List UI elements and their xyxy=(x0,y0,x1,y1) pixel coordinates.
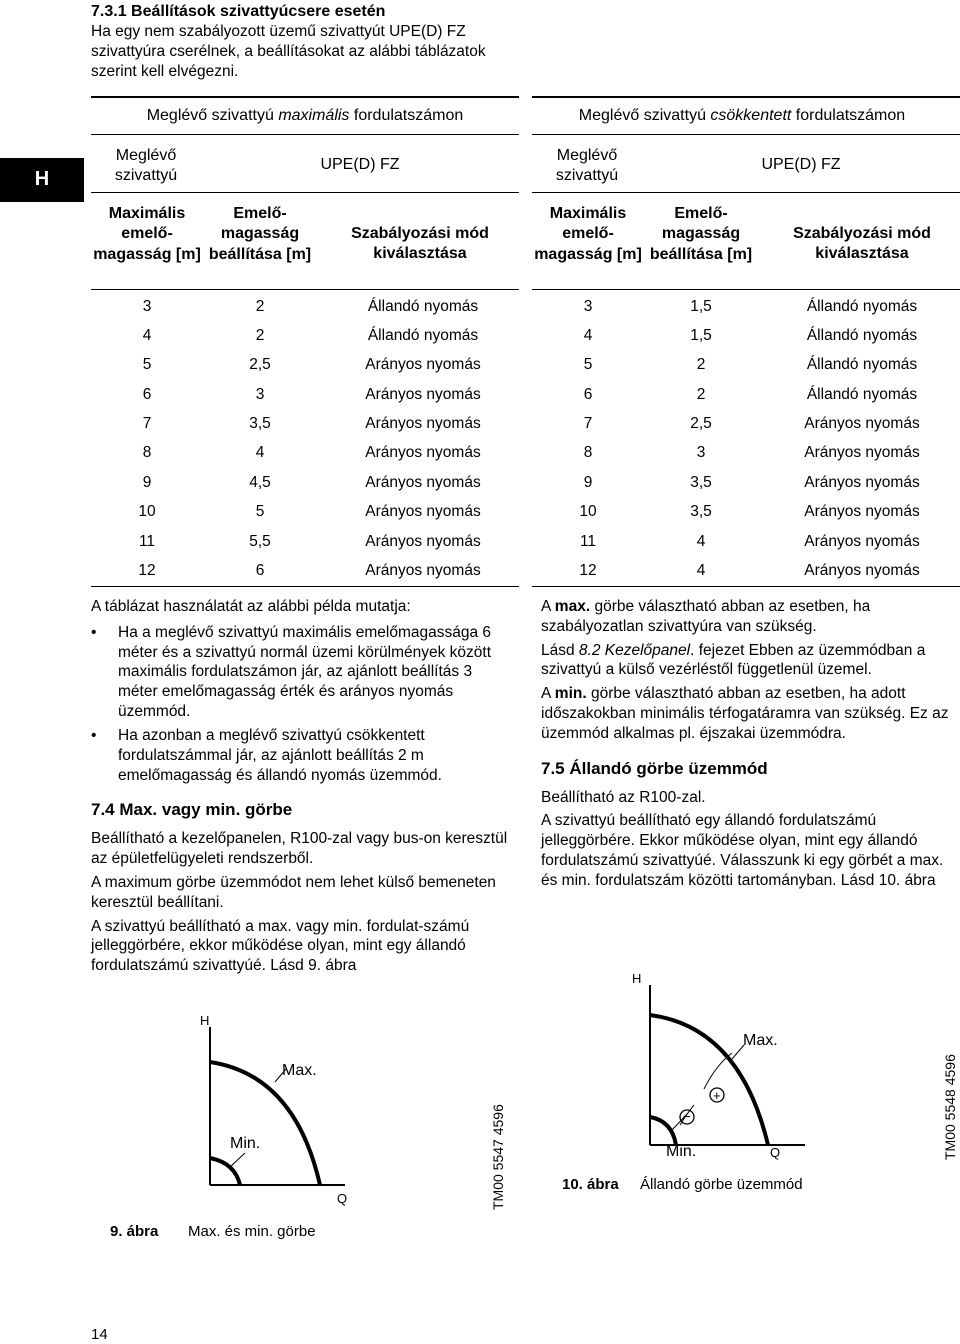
cell: 12 xyxy=(579,561,597,579)
cell: 9 xyxy=(142,473,152,491)
right-table-title: Meglévő szivattyú csökkentett fordulatszámon xyxy=(578,107,906,124)
cell: 6 xyxy=(255,561,265,579)
left-table-bottom-rule xyxy=(91,586,519,587)
max-curve-paragraph: A max. görbe választható abban az esetben, ha szabályozatlan szivattyúra van szükség. xyxy=(541,598,871,635)
min-curve-paragraph: A min. görbe választható abban az esetben, ha adott időszakokban minimális térfogatáramra van szükség. Ez az üzemmód alkalmas pl. éjszakai üzemmódra. xyxy=(541,685,949,742)
table-row xyxy=(532,468,960,497)
fig9-code: TM00 5547 4596 xyxy=(490,1104,506,1210)
cell: 1,5 xyxy=(690,326,712,344)
left-table-rule-3 xyxy=(91,289,519,290)
cell: Arányos nyomás xyxy=(365,561,481,579)
cell: Állandó nyomás xyxy=(806,326,918,344)
cell: Arányos nyomás xyxy=(804,414,920,432)
table-row xyxy=(91,292,519,321)
cell: Arányos nyomás xyxy=(365,473,481,491)
right-table-rule-2 xyxy=(532,192,960,193)
left-group-upe: UPE(D) FZ xyxy=(320,156,400,173)
cell: Állandó nyomás xyxy=(367,297,479,315)
cell: 2 xyxy=(255,297,265,315)
left-text-column xyxy=(91,597,511,980)
cell: 2 xyxy=(255,326,265,344)
cell: Állandó nyomás xyxy=(806,297,918,315)
table-row xyxy=(532,497,960,526)
table-row xyxy=(91,527,519,556)
table-row xyxy=(532,380,960,409)
fig10-minus-glyph: − xyxy=(683,1109,691,1124)
paragraph: A szivattyú beállítható a max. vagy min. fordulat-számú jelleggörbére, ekkor működése olyan, mint egy állandó fordulatszámú szivattyúé. Lásd 9. ábra xyxy=(91,917,470,975)
cell: 12 xyxy=(138,561,156,579)
paragraph: Beállítható az R100-zal. xyxy=(541,788,706,806)
cell: 10 xyxy=(579,502,597,520)
fig10-max-label: Max. xyxy=(743,1032,778,1049)
cell: Arányos nyomás xyxy=(365,355,481,373)
cell: Állandó nyomás xyxy=(806,385,918,403)
left-col-set-head: Emelő- magasság beállítása [m] xyxy=(208,205,312,263)
cell: 4 xyxy=(255,443,265,461)
cell: 4 xyxy=(696,561,706,579)
right-group-upe: UPE(D) FZ xyxy=(761,156,841,173)
cell: 3 xyxy=(583,297,593,315)
right-table-rule xyxy=(532,134,960,135)
fig10-code: TM00 5548 4596 xyxy=(942,1054,958,1160)
right-group-existing: Meglévő szivattyú xyxy=(555,147,619,185)
table-row xyxy=(532,292,960,321)
cell: 7 xyxy=(583,414,593,432)
cell: Arányos nyomás xyxy=(365,443,481,461)
cell: 2 xyxy=(696,355,706,373)
right-col-max-head: Maximális emelő- magasság [m] xyxy=(534,205,642,263)
left-col-max-head: Maximális emelő- magasság [m] xyxy=(93,205,201,263)
cell: 5,5 xyxy=(249,532,271,550)
heading-7-4: 7.4 Max. vagy min. görbe xyxy=(91,800,293,820)
cell: 8 xyxy=(583,443,593,461)
right-col-set-head: Emelő- magasság beállítása [m] xyxy=(649,205,753,263)
cell: 11 xyxy=(579,532,597,550)
cell: Állandó nyomás xyxy=(806,355,918,373)
fig10-number: 10. ábra xyxy=(562,1176,619,1193)
fig9-caption: Max. és min. görbe xyxy=(188,1223,316,1240)
fig10-caption: Állandó görbe üzemmód xyxy=(640,1176,803,1193)
fig9-h-label: H xyxy=(200,1013,210,1028)
cell: Arányos nyomás xyxy=(365,532,481,550)
cell: Arányos nyomás xyxy=(804,532,920,550)
table-row xyxy=(91,438,519,467)
cell: Állandó nyomás xyxy=(367,326,479,344)
cell: 2,5 xyxy=(690,414,712,432)
fig10-min-label: Min. xyxy=(666,1143,697,1160)
cell: 5 xyxy=(583,355,593,373)
fig10-plus-glyph: + xyxy=(713,1088,721,1103)
left-table-rule-2 xyxy=(91,192,519,193)
right-table-top-rule xyxy=(532,96,960,98)
cell: Arányos nyomás xyxy=(804,502,920,520)
cell: 3,5 xyxy=(249,414,271,432)
right-table-rule-3 xyxy=(532,289,960,290)
table-row xyxy=(532,409,960,438)
cell: 7 xyxy=(142,414,152,432)
left-table-top-rule xyxy=(91,96,519,98)
list-item: • Ha a meglévő szivattyú maximális emelőmagassága 6 méter és a szivattyú normál üzemi körülmények között maximális fordulatszámon jár, az ajánlott beállítás 3 méter emelőmagasság érték és arányos nyomás üzemmód. xyxy=(91,623,511,722)
table-row xyxy=(91,350,519,379)
paragraph: A maximum görbe üzemmódot nem lehet külső bemeneten keresztül beállítani. xyxy=(91,873,496,911)
fig9-number: 9. ábra xyxy=(110,1223,159,1240)
fig10-h-label: H xyxy=(632,971,642,986)
cell: Arányos nyomás xyxy=(804,473,920,491)
table-row xyxy=(91,468,519,497)
paragraph: A szivattyú beállítható egy állandó fordulatszámú jelleggörbére. Ekkor működése olyan, mint egy állandó fordulatszámú szivattyúé. Válasszunk ki egy görbét a max. és min. fordulatszám közötti tartományban. Lásd 10. ábra xyxy=(541,812,944,889)
reference-paragraph: Lásd 8.2 Kezelőpanel. fejezet Ebben az üzemmódban a szivattyú a külső vezérléstől függetlenül üzemel. xyxy=(541,641,926,679)
cell: 3 xyxy=(696,443,706,461)
cell: Arányos nyomás xyxy=(365,414,481,432)
table-row xyxy=(532,321,960,350)
left-table-title: Meglévő szivattyú maximális fordulatszámon xyxy=(146,107,464,124)
cell: 9 xyxy=(583,473,593,491)
cell: 11 xyxy=(138,532,156,550)
cell: Arányos nyomás xyxy=(804,443,920,461)
fig9-max-label: Max. xyxy=(282,1062,317,1079)
left-group-existing: Meglévő szivattyú xyxy=(114,147,178,185)
cell: Arányos nyomás xyxy=(365,502,481,520)
cell: 5 xyxy=(255,502,265,520)
table-row xyxy=(91,497,519,526)
cell: 4 xyxy=(142,326,152,344)
cell: 8 xyxy=(142,443,152,461)
right-text-column xyxy=(541,597,951,895)
cell: 3 xyxy=(142,297,152,315)
example-intro: A táblázat használatát az alábbi példa mutatja: xyxy=(91,598,411,615)
right-col-mode-head: Szabályozási mód kiválasztása xyxy=(793,225,931,263)
fig9-min-label: Min. xyxy=(230,1135,261,1152)
cell: 6 xyxy=(142,385,152,403)
table-row xyxy=(532,350,960,379)
left-table-rule xyxy=(91,134,519,135)
table-row xyxy=(532,527,960,556)
section-heading: 7.3.1 Beállítások szivattyúcsere esetén xyxy=(91,3,386,20)
min-curve xyxy=(650,1117,676,1145)
cell: 3,5 xyxy=(690,473,712,491)
cell: 4 xyxy=(583,326,593,344)
paragraph: Beállítható a kezelőpanelen, R100-zal vagy bus-on keresztül az épületfelügyeleti rendszerből. xyxy=(91,830,508,868)
fig9-diagram xyxy=(180,1005,360,1210)
right-table-bottom-rule xyxy=(532,586,960,587)
language-tab: H xyxy=(0,158,84,202)
section-intro: Ha egy nem szabályozott üzemű szivattyút UPE(D) FZ szivattyúra cserélnek, a beállításokat az alábbi táblázatok szerint kell elvégezni. xyxy=(91,23,486,80)
table-row xyxy=(91,556,519,585)
cell: 2,5 xyxy=(249,355,271,373)
min-leader xyxy=(230,1153,245,1167)
cell: 1,5 xyxy=(690,297,712,315)
left-col-mode-head: Szabályozási mód kiválasztása xyxy=(351,225,489,263)
fig10-q-label: Q xyxy=(770,1145,781,1160)
list-item: • Ha azonban a meglévő szivattyú csökkentett fordulatszámmal jár, az ajánlott beállítás 2 m emelőmagasság és állandó nyomás üzemmód. xyxy=(91,726,511,785)
cell: 4 xyxy=(696,532,706,550)
table-row xyxy=(91,380,519,409)
cell: Arányos nyomás xyxy=(804,561,920,579)
cell: 3,5 xyxy=(690,502,712,520)
page-number: 14 xyxy=(91,1326,108,1343)
fig10-diagram xyxy=(620,965,820,1165)
table-row xyxy=(91,321,519,350)
cell: 2 xyxy=(696,385,706,403)
example-list xyxy=(91,623,511,786)
cell: 3 xyxy=(255,385,265,403)
cell: Arányos nyomás xyxy=(365,385,481,403)
table-row xyxy=(91,409,519,438)
fig9-q-label: Q xyxy=(337,1191,348,1206)
cell: 10 xyxy=(138,502,156,520)
cell: 6 xyxy=(583,385,593,403)
cell: 5 xyxy=(142,355,152,373)
table-row xyxy=(532,556,960,585)
table-row xyxy=(532,438,960,467)
cell: 4,5 xyxy=(249,473,271,491)
heading-7-5: 7.5 Állandó görbe üzemmód xyxy=(541,758,768,778)
